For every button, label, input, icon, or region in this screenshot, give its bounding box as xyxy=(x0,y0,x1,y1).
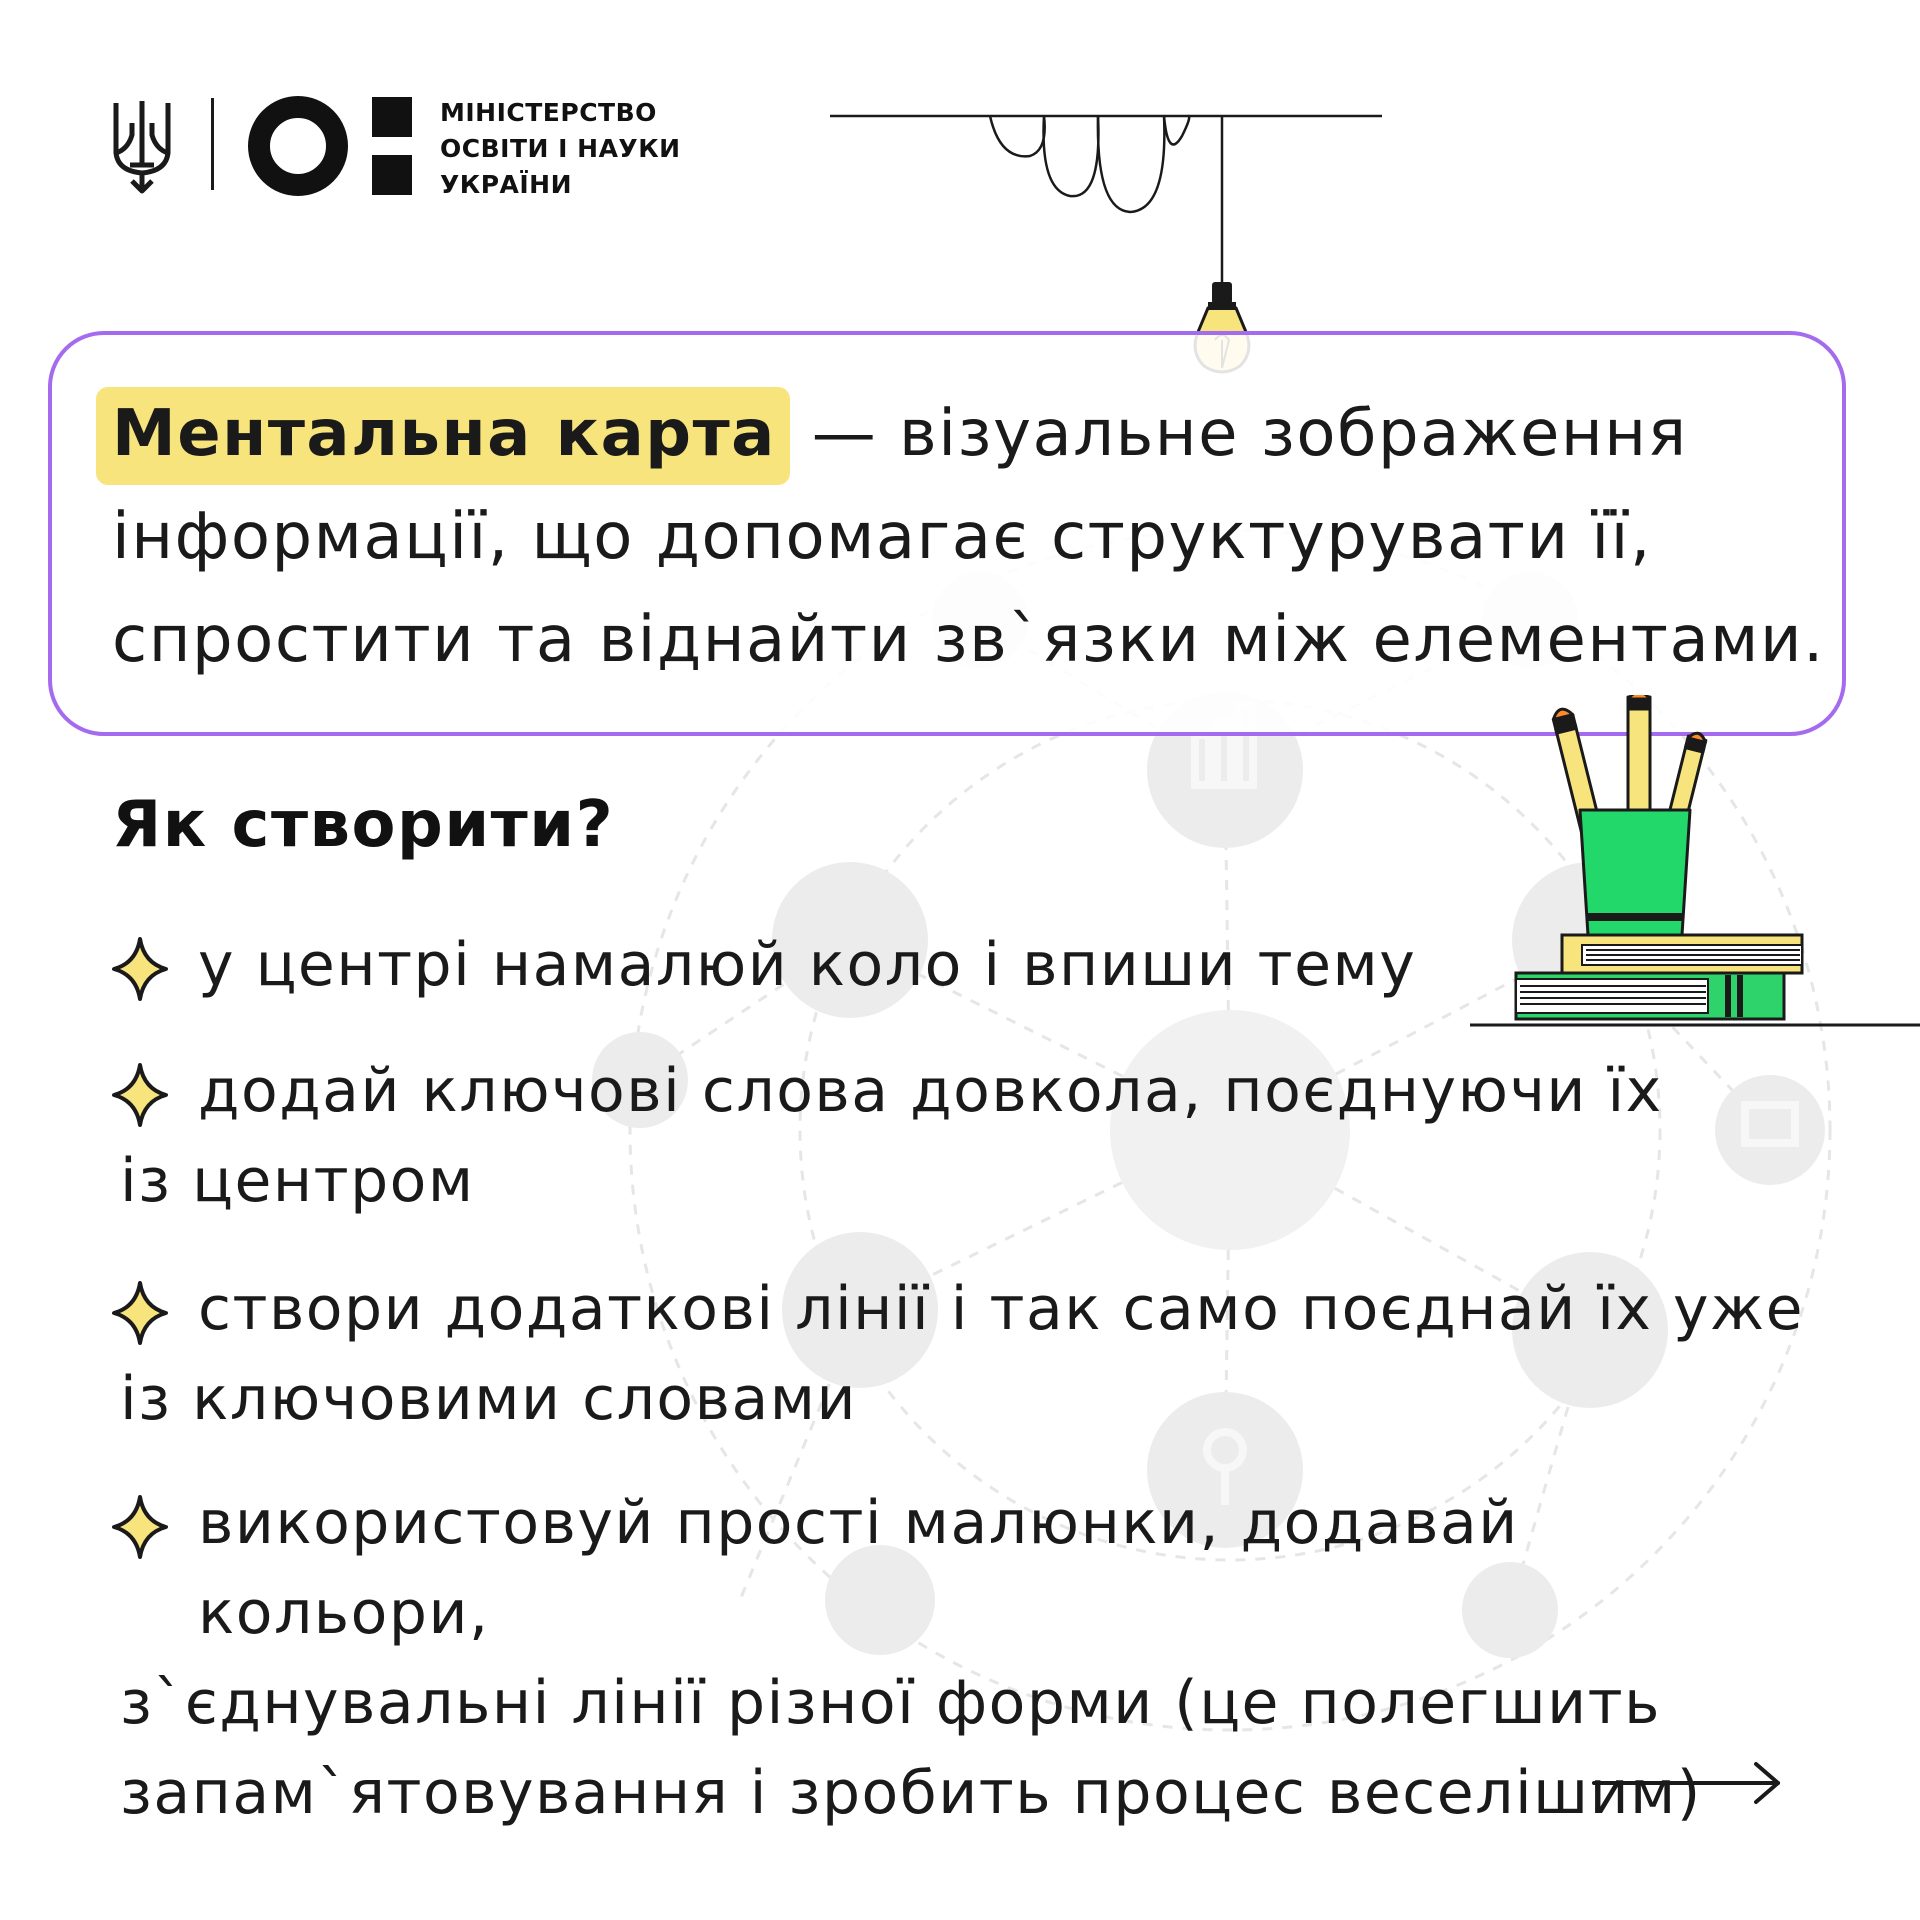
step-2-line-1: додай ключові слова довкола, поєднуючи їх xyxy=(198,1056,1663,1126)
definition-body: — візуальне зображення інформації, що допомагає структурувати її, спростити та віднайти зв`язки між елементами. xyxy=(112,397,1825,677)
mon-logo-icon xyxy=(248,95,418,197)
books-icon xyxy=(1516,935,1802,1019)
sparkle-icon xyxy=(112,937,168,1001)
ministry-logo xyxy=(110,95,710,205)
pencil-cup-on-books xyxy=(1470,695,1920,1035)
definition-text xyxy=(112,383,1842,692)
sparkle-icon xyxy=(112,1063,168,1127)
how-to-heading: Як створити? xyxy=(112,788,615,862)
definition-term: Ментальна карта xyxy=(96,387,790,485)
step-3-continuation: із ключовими словами xyxy=(120,1364,858,1434)
step-item-4 xyxy=(112,1478,1802,1838)
sparkle-icon xyxy=(112,1281,168,1345)
step-item-3 xyxy=(112,1264,1812,1444)
ministry-line-3: УКРАЇНИ xyxy=(440,170,573,199)
step-item-2 xyxy=(112,1046,1812,1226)
step-2-continuation: із центром xyxy=(120,1146,475,1216)
step-1-line-1: у центрі намалюй коло і впиши тему xyxy=(198,930,1417,1000)
arrow-right-icon[interactable] xyxy=(1590,1758,1790,1808)
definition-card xyxy=(48,331,1846,736)
logo-divider xyxy=(211,98,214,190)
pencil-cup-icon xyxy=(1551,695,1707,935)
ministry-name xyxy=(440,95,681,203)
step-3-line-1: створи додаткові лінії і так само поєднай їх уже xyxy=(198,1274,1804,1344)
tridents-icon xyxy=(110,95,174,195)
step-4-line-1: використовуй прості малюнки, додавай кольори, xyxy=(198,1488,1519,1648)
step-4-continuation: з`єднувальні лінії різної форми (це полегшить запам`ятовування і зробить процес веселішим) xyxy=(120,1668,1702,1828)
sparkle-icon xyxy=(112,1495,168,1559)
ministry-line-1: МІНІСТЕРСТВО xyxy=(440,98,657,127)
ministry-line-2: ОСВІТИ І НАУКИ xyxy=(440,134,681,163)
